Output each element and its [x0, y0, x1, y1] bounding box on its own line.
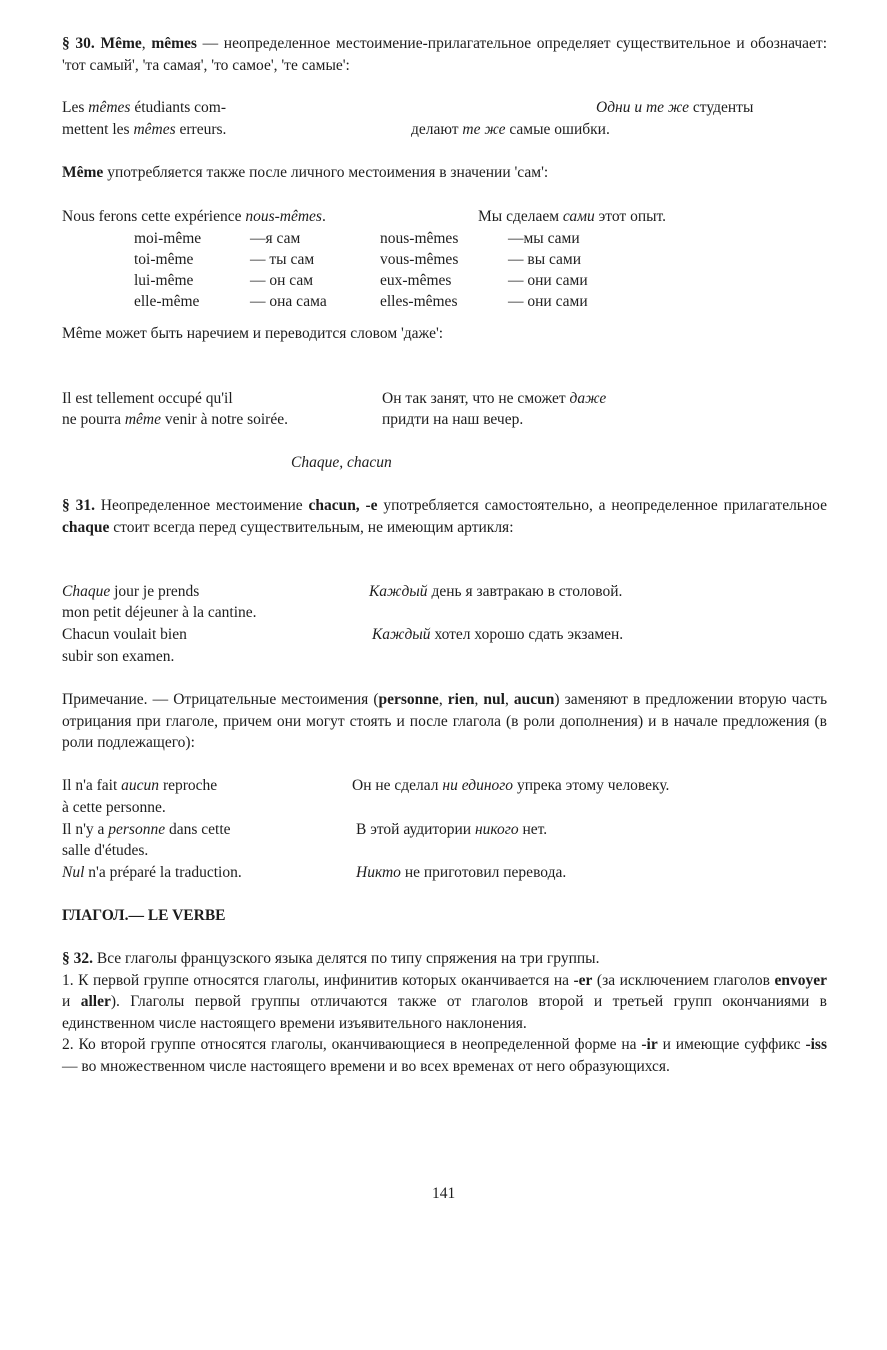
- example-fr-line: Il est tellement occupé qu'il: [62, 390, 233, 407]
- pronoun-cell: — они сами: [508, 272, 588, 289]
- pronoun-cell: —я сам: [250, 230, 301, 247]
- paragraph-adverb-note: Même может быть наречием и переводится словом 'даже':: [62, 325, 444, 342]
- example-ru-line: Каждый хотел хорошо сдать экзамен.: [372, 626, 624, 643]
- paragraph-text: — неопределенное местоимение-прилагательное определяет существительное и обозначает: 'тот самый', 'та самая', 'то самое', 'те самые':: [62, 35, 828, 74]
- section-number: § 30.: [62, 35, 95, 52]
- example-fr-line: Nul n'a préparé la traduction.: [62, 864, 242, 881]
- pronoun-cell: — он сам: [250, 272, 314, 289]
- pronoun-cell: vous-mêmes: [380, 251, 459, 268]
- paragraph-meme-note: Même употребляется также после личного местоимения в значении 'сам':: [62, 164, 549, 181]
- pronoun-cell: nous-mêmes: [380, 230, 459, 247]
- example-ru-line: Он не сделал ни единого упрека этому человеку.: [352, 777, 670, 794]
- section-heading-verb: ГЛАГОЛ.— LE VERBE: [62, 907, 226, 924]
- example-fr-line: Il n'y a personne dans cette: [62, 821, 231, 838]
- example-fr-line: Chaque jour je prends: [62, 583, 200, 600]
- paragraph-s30: § 30. Même, mêmes — неопределенное местоимение-прилагательное определяет существительное и обозначает: 'тот самый', 'та самая', 'то самое', 'те самые':: [62, 35, 828, 74]
- pronoun-cell: lui-même: [134, 272, 194, 289]
- pronoun-cell: — вы сами: [508, 251, 582, 268]
- example-fr-line: Il n'a fait aucun reproche: [62, 777, 218, 794]
- paragraph-s32: § 32. Все глаголы французского языка делятся по типу спряжения на три группы. 1. К первой группе относятся глаголы, инфинитив которых оканчивается на -er (за исключением глаголов envoyer и aller). Глаголы первой группы отличаются также от глаголов второй и третьей групп окончаниями в единственном числе настоящего времени изъявительного наклонения. 2. Ко второй группе относятся глаголы, оканчивающиеся в неопределенной форме на -ir и имеющие суффикс -iss — во множественном числе настоящего времени и во всех временах от него образующихся.: [62, 950, 828, 1075]
- example-ru-line: В этой аудитории никого нет.: [356, 821, 548, 838]
- example-fr-line: Chacun voulait bien: [62, 626, 187, 643]
- example-ru-line: Каждый день я завтракаю в столовой.: [369, 583, 623, 600]
- example-fr-line: ne pourra même venir à notre soirée.: [62, 411, 288, 428]
- example-fr-line: Les mêmes étudiants com-: [62, 99, 227, 116]
- example-ru-line: Никто не приготовил перевода.: [356, 864, 567, 881]
- page-number: 141: [432, 1185, 456, 1202]
- pronoun-cell: — она сама: [250, 293, 327, 310]
- paragraph-remark: Примечание. — Отрицательные местоимения (personne, rien, nul, aucun) заменяют в предложении вторую часть отрицания при глаголе, причем они могут стоять и после глагола (в роли дополнения) и в начале предложения (в роли подлежащего):: [62, 691, 828, 751]
- example-fr-line: mon petit déjeuner à la cantine.: [62, 604, 257, 621]
- pronoun-cell: eux-mêmes: [380, 272, 452, 289]
- example-ru-line: Он так занят, что не сможет даже: [382, 390, 607, 407]
- term-memes: mêmes: [151, 35, 197, 52]
- pronoun-cell: elles-mêmes: [380, 293, 458, 310]
- example-ru-line: придти на наш вечер.: [382, 411, 524, 428]
- example-fr-line: à cette personne.: [62, 799, 166, 816]
- paragraph-s31: § 31. Неопределенное местоимение chacun, -e употребляется самостоятельно, а неопределенное прилагательное chaque стоит всегда перед существительным, не имеющим артикля:: [62, 497, 827, 536]
- example-fr-line: mettent les mêmes erreurs.: [62, 121, 227, 138]
- pronoun-cell: moi-même: [134, 230, 202, 247]
- pronoun-cell: — ты сам: [250, 251, 315, 268]
- example-fr-line: subir son examen.: [62, 648, 175, 665]
- example-fr-line: salle d'études.: [62, 842, 149, 859]
- subheading-chaque-chacun: Chaque, chacun: [291, 454, 392, 471]
- pronoun-cell: — они сами: [508, 293, 588, 310]
- example-fr-line: Nous ferons cette expérience nous-mêmes.: [62, 208, 326, 225]
- example-ru-line: делают те же самые ошибки.: [411, 121, 610, 138]
- pronoun-cell: —мы сами: [508, 230, 580, 247]
- example-ru-line: Одни и те же студенты: [596, 99, 754, 116]
- term-meme: Même: [100, 35, 142, 52]
- pronoun-cell: elle-même: [134, 293, 200, 310]
- example-ru-line: Мы сделаем сами этот опыт.: [478, 208, 667, 225]
- pronoun-cell: toi-même: [134, 251, 194, 268]
